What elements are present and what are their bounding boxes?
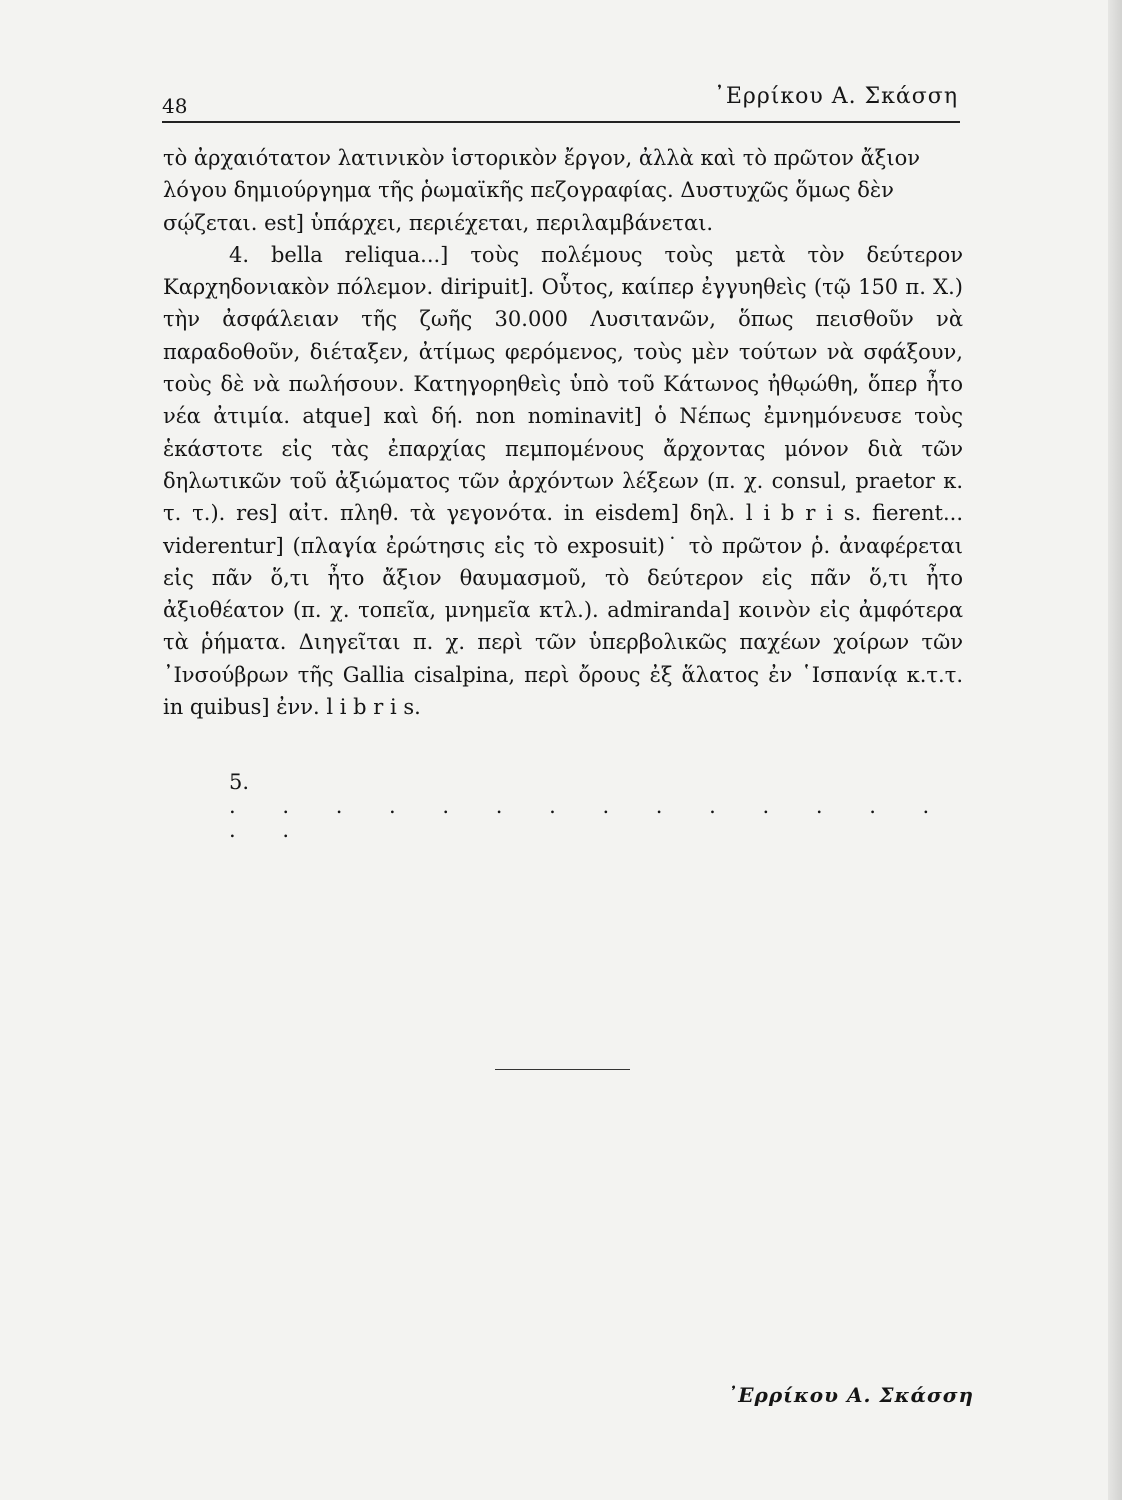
body-text	[163, 142, 963, 723]
page-header	[162, 80, 962, 120]
ellipsis-dots: . . . . . . . . . . . . . . . .	[229, 794, 950, 842]
paragraph-5-number: 5.	[229, 770, 250, 794]
body-line-1: τὸ ἀρχαιότατον λατινικὸν ἱστορικὸν ἔργον, ἀλλὰ καὶ τὸ πρῶτον ἄξιον	[163, 146, 921, 170]
footer-signature: ᾿Ερρίκου Α. Σκάσση	[727, 1383, 974, 1407]
page-number: 48	[162, 94, 188, 118]
running-head: ᾿Ερρίκου Α. Σκάσση	[713, 84, 958, 109]
body-line-2: λόγου δημιούργημα τῆς ῥωμαϊκῆς πεζογραφίας. Δυστυχῶς ὅμως δὲν	[163, 178, 894, 203]
body-line-3: σῴζεται. est] ὑπάρχει, περιέχεται, περιλαμβάνεται.	[163, 210, 714, 235]
paragraph-4: 4. bella reliqua...] τοὺς πολέμους τοὺς μετὰ τὸν δεύτερον Καρχηδονιακὸν πόλεμον. diripuit]. Οὗτος, καίπερ ἐγγυηθεὶς (τῷ 150 π. Χ.) τὴν ἀσφάλειαν τῆς ζωῆς 30.000 Λυσιτανῶν, ὅπως πεισθοῦν νὰ παραδοθοῦν, διέταξεν, ἀτίμως φερόμενος, τοὺς μὲν τούτων νὰ σφάξουν, τοὺς δὲ νὰ πωλήσουν. Κατηγορηθεὶς ὑπὸ τοῦ Κάτωνος ἠθῳώθη, ὅπερ ἦτο νέα ἀτιμία. atque] καὶ δή. non nominavit] ὁ Νέπως ἐμνημόνευσε τοὺς ἑκάστοτε εἰς τὰς ἐπαρχίας πεμπομένους ἄρχοντας μόνον διὰ τῶν δηλωτικῶν τοῦ ἀξιώματος τῶν ἀρχόντων λέξεων (π. χ. consul, praetor κ. τ. τ.). res] αἰτ. πληθ. τὰ γεγονότα. in eisdem] δηλ. l i b r i s. fierent... viderentur] (πλαγία ἐρώτησις εἰς τὸ exposuit)˙ τὸ πρῶτον ῥ. ἀναφέρεται εἰς πᾶν ὅ,τι ἦτο ἄξιον θαυμασμοῦ, τὸ δεύτερον εἰς πᾶν ὅ,τι ἦτο ἀξιοθέατον (π. χ. τοπεῖα, μνημεῖα κτλ.). admiranda] κοινὸν εἰς ἀμφότερα τὰ ῥήματα. Διηγεῖται π. χ. περὶ τῶν ὑπερβολικῶς παχέων χοίρων τῶν ᾿Ινσούβρων τῆς Gallia cisalpina, περὶ ὄρους ἐξ ἅλατος ἐν ῾Ισπανίᾳ κ.τ.τ. in quibus] ἐνν. l i b r i s.	[163, 242, 963, 720]
paragraph-5	[229, 770, 969, 842]
section-divider	[495, 1069, 630, 1070]
page-edge	[1108, 0, 1122, 1500]
header-rule	[162, 121, 960, 123]
